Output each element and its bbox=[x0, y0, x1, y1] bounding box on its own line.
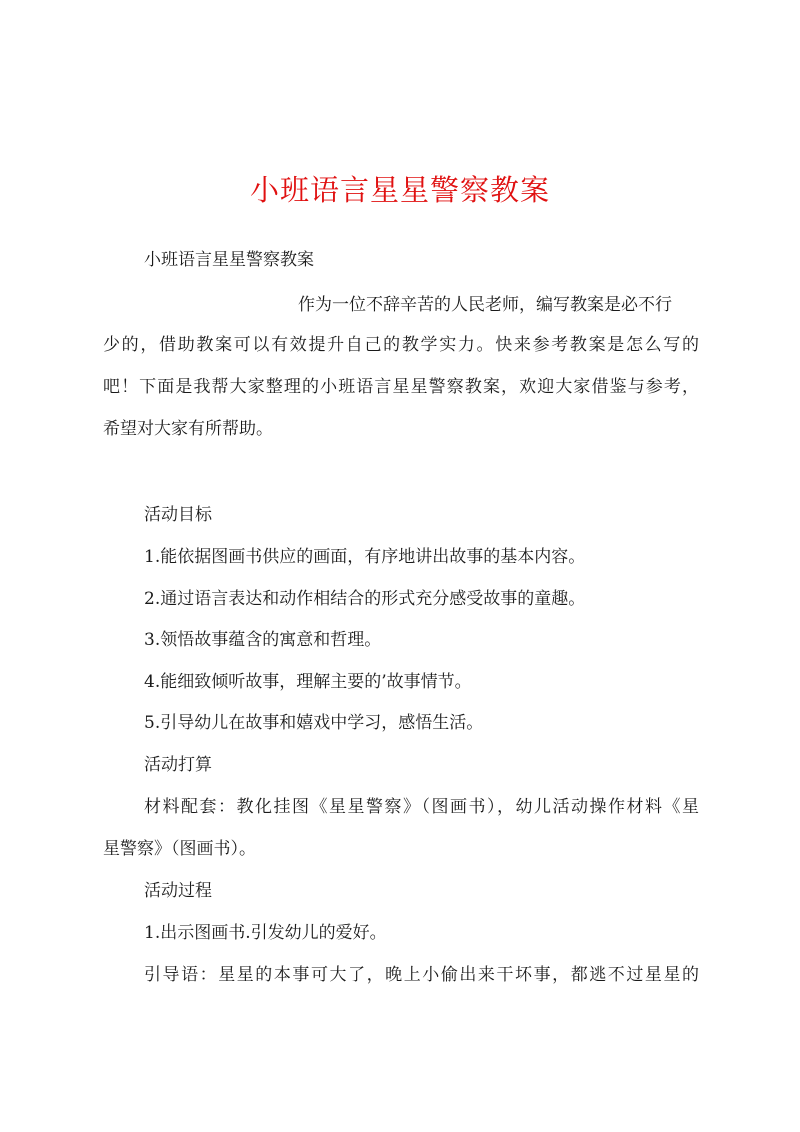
process-line-2: 引导语：星星的本事可大了，晚上小偷出来干坏事，都逃不过星星的 bbox=[144, 965, 699, 985]
document-title: 小班语言星星警察教案 bbox=[249, 173, 550, 207]
document-subtitle: 小班语言星星警察教案 bbox=[144, 250, 314, 270]
prep-line-1: 材料配套：教化挂图《星星警察》（图画书），幼儿活动操作材料《星 bbox=[144, 797, 699, 817]
intro-line-1: 作为一位不辞辛苦的人民老师，编写教案是必不行 bbox=[298, 295, 672, 315]
goal-item-5: 5.引导幼儿在故事和嬉戏中学习，感悟生活。 bbox=[144, 713, 484, 733]
prep-line-2: 星警察》（图画书）。 bbox=[103, 839, 256, 859]
intro-line-4: 希望对大家有所帮助。 bbox=[103, 419, 273, 439]
process-line-1: 1.出示图画书.引发幼儿的爱好。 bbox=[144, 923, 387, 943]
goal-item-2: 2.通过语言表达和动作相结合的形式充分感受故事的童趣。 bbox=[144, 589, 586, 609]
section-heading-prep: 活动打算 bbox=[144, 755, 212, 775]
intro-line-2: 少的，借助教案可以有效提升自己的教学实力。快来参考教案是怎么写的 bbox=[103, 335, 699, 355]
goal-item-4: 4.能细致倾听故事，理解主要的’故事情节。 bbox=[144, 672, 472, 692]
goal-item-3: 3.领悟故事蕴含的寓意和哲理。 bbox=[144, 630, 382, 650]
section-heading-goals: 活动目标 bbox=[144, 505, 212, 525]
goal-item-1: 1.能依据图画书供应的画面，有序地讲出故事的基本内容。 bbox=[144, 547, 586, 567]
section-heading-process: 活动过程 bbox=[144, 881, 212, 901]
intro-line-3: 吧！下面是我帮大家整理的小班语言星星警察教案，欢迎大家借鉴与参考， bbox=[103, 377, 699, 397]
